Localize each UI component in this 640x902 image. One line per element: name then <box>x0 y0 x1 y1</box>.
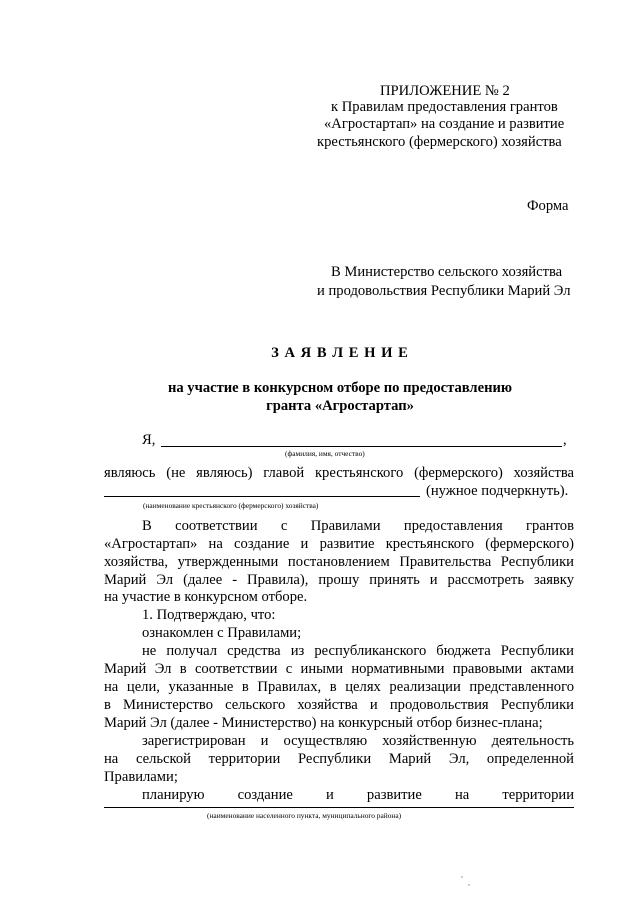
document-title: З А Я В Л Е Н И Е <box>271 345 409 361</box>
document-subtitle: на участие в конкурсном отборе по предоставлению <box>167 380 513 396</box>
territory-hint: (наименование населенного пункта, муниципального района) <box>207 811 402 820</box>
form-label: Форма <box>527 198 569 214</box>
applicant-prefix: Я, <box>142 432 156 448</box>
applicant-blank <box>161 446 562 447</box>
territory-blank <box>104 807 574 808</box>
paragraph-line: на участие в конкурсном отборе. <box>104 589 308 605</box>
scan-speck <box>461 876 463 878</box>
paragraph-line: В соответствии с Правилами предоставления грантов <box>142 518 574 534</box>
farm-hint: (наименование крестьянского (фермерского) хозяйства) <box>143 501 319 510</box>
farm-line: являюсь (не являюсь) главой крестьянского (фермерского) хозяйства <box>104 465 574 481</box>
addressee-line: В Министерство сельского хозяйства <box>331 264 563 280</box>
paragraph-line: не получал средства из республиканского бюджета Республики <box>142 643 574 659</box>
document-subtitle: гранта «Агростартап» <box>266 398 414 414</box>
addressee-line: и продовольствия Республики Марий Эл <box>317 283 571 299</box>
paragraph-line: хозяйства, утвержденными постановлением Правительства Республики <box>104 554 574 570</box>
appendix-line: крестьянского (фермерского) хозяйства <box>317 134 562 150</box>
paragraph-line: зарегистрирован и осуществляю хозяйственную деятельность <box>142 733 574 749</box>
farm-note: (нужное подчеркнуть). <box>426 483 569 499</box>
farm-blank <box>104 496 420 497</box>
scan-speck <box>468 884 470 886</box>
appendix-line: к Правилам предоставления грантов <box>331 99 558 115</box>
applicant-suffix: , <box>563 432 567 448</box>
paragraph-line: Марий Эл (далее - Министерство) на конкурсный отбор бизнес-плана; <box>104 715 543 731</box>
paragraph-line: Правилами; <box>104 769 178 785</box>
appendix-line: «Агростартап» на создание и развитие <box>324 116 565 132</box>
applicant-hint: (фамилия, имя, отчество) <box>285 449 365 458</box>
paragraph-line: «Агростартап» на создание и развитие крестьянского (фермерского) <box>104 536 574 552</box>
paragraph-line: на цели, указанные в Правилах, в целях реализации представленного <box>104 679 574 695</box>
paragraph-line: планирую создание и развитие на территории <box>142 787 574 803</box>
paragraph-line: Марий Эл (далее - Правила), прошу принять и рассмотреть заявку <box>104 572 574 588</box>
confirm-item: ознакомлен с Правилами; <box>142 625 302 641</box>
paragraph-line: Марий Эл в соответствии с иными нормативными правовыми актами <box>104 661 574 677</box>
confirm-heading: 1. Подтверждаю, что: <box>142 607 276 623</box>
appendix-title: ПРИЛОЖЕНИЕ № 2 <box>380 83 510 99</box>
paragraph-line: в Министерство сельского хозяйства и продовольствия Республики <box>104 697 574 713</box>
paragraph-line: на сельской территории Республики Марий Эл, определенной <box>104 751 574 767</box>
